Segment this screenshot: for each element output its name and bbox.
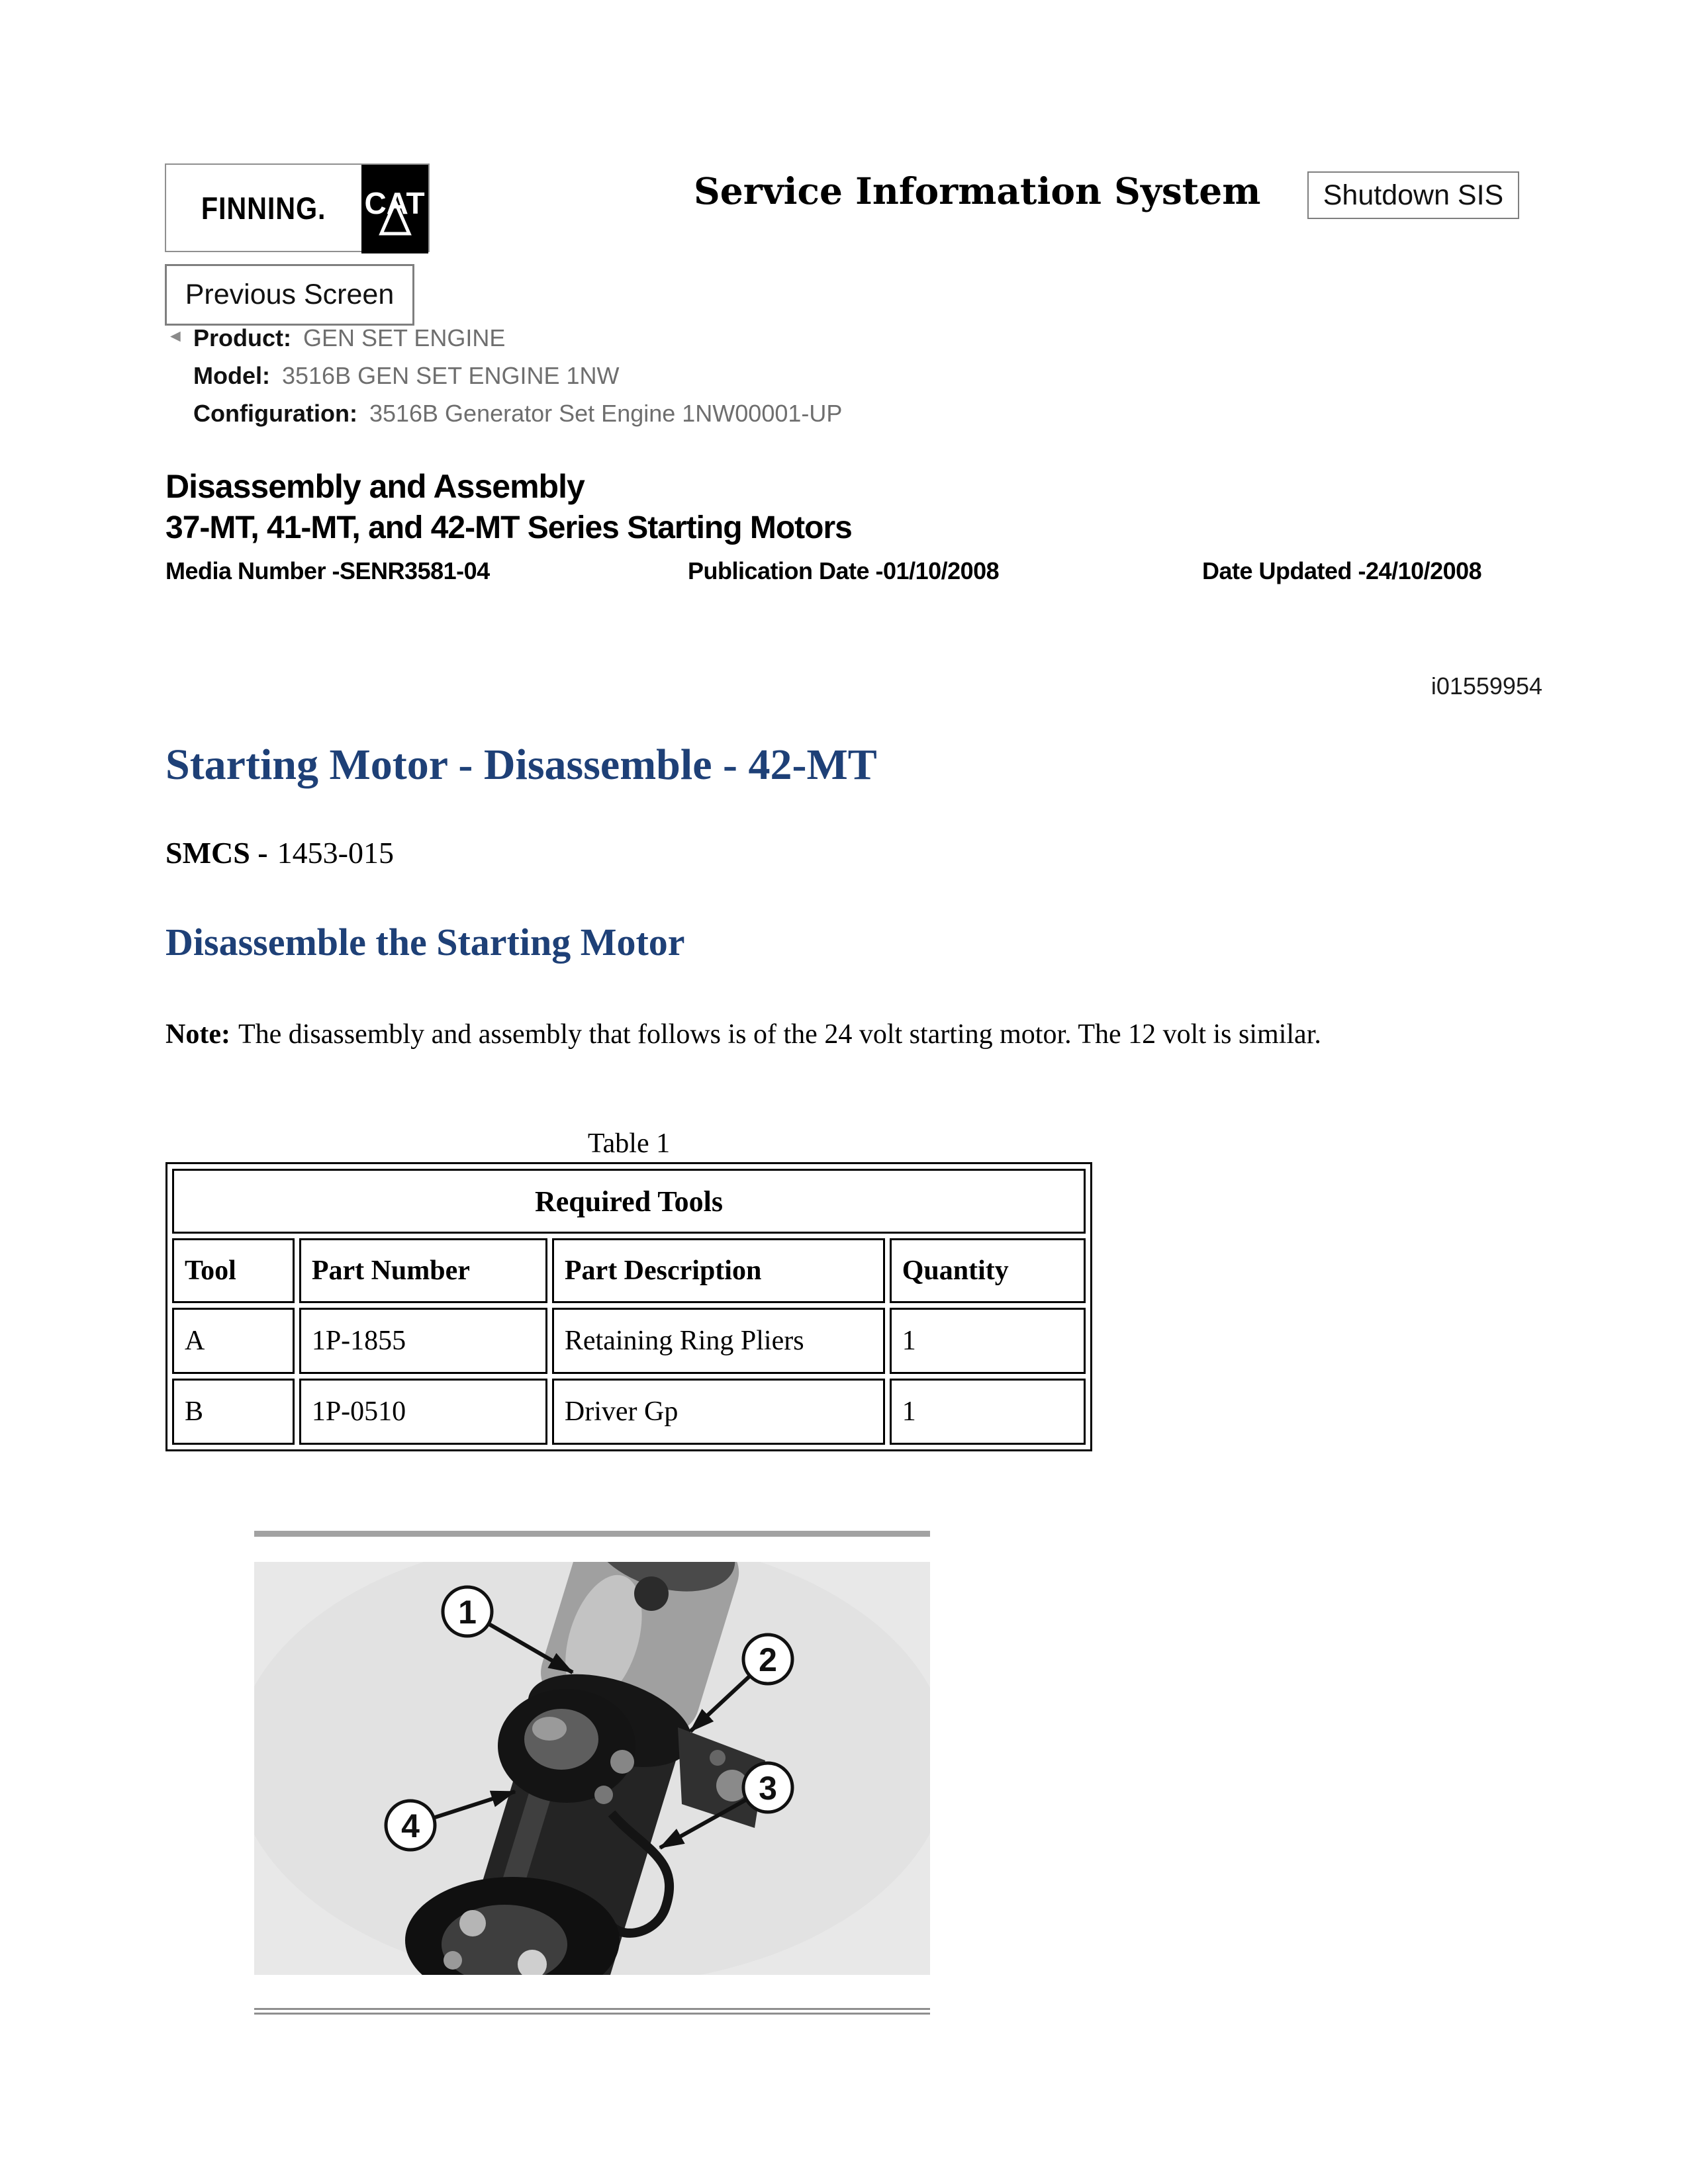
smcs-label: SMCS - [165, 836, 268, 870]
note-paragraph [165, 1010, 1529, 1060]
configuration-label: Configuration: [193, 400, 357, 427]
shutdown-sis-button[interactable]: Shutdown SIS [1307, 171, 1519, 219]
media-info-line [0, 557, 1688, 586]
col-header-part-number: Part Number [299, 1238, 547, 1303]
cell-tool: B [172, 1379, 295, 1445]
product-info [167, 324, 842, 437]
cell-part-number: 1P-0510 [299, 1379, 547, 1445]
table-row [172, 1379, 1086, 1445]
product-value: GEN SET ENGINE [303, 324, 506, 351]
model-value: 3516B GEN SET ENGINE 1NW [281, 362, 620, 389]
back-arrow-icon[interactable]: ◄ [167, 326, 184, 345]
finning-cat-logo [165, 163, 430, 252]
callout-number-3: 3 [759, 1770, 777, 1807]
product-row [167, 324, 842, 362]
configuration-value: 3516B Generator Set Engine 1NW00001-UP [369, 400, 843, 427]
cell-part-description: Retaining Ring Pliers [552, 1308, 885, 1374]
article-heading: Starting Motor - Disassemble - 42-MT [165, 741, 877, 789]
media-number: Media Number -SENR3581-04 [165, 557, 490, 584]
date-updated: Date Updated -24/10/2008 [1202, 557, 1482, 584]
smcs-value: 1453-015 [277, 836, 394, 870]
section-title: Disassembly and Assembly [165, 468, 585, 505]
starting-motor-photo [254, 1562, 930, 1975]
cell-quantity: 1 [890, 1308, 1086, 1374]
col-header-part-description: Part Description [552, 1238, 885, 1303]
cat-logo-text: CAT [364, 186, 425, 220]
previous-screen-button[interactable]: Previous Screen [165, 264, 414, 326]
table-row [172, 1308, 1086, 1374]
table-caption: Table 1 [587, 1128, 671, 1159]
callout-number-2: 2 [759, 1641, 777, 1678]
cell-tool: A [172, 1308, 295, 1374]
figure-bottom-rule [254, 2008, 930, 2015]
col-header-tool: Tool [172, 1238, 295, 1303]
finning-wordmark [166, 165, 361, 251]
col-header-quantity: Quantity [890, 1238, 1086, 1303]
callout-number-1: 1 [458, 1594, 477, 1631]
procedure-heading: Disassemble the Starting Motor [165, 921, 685, 964]
finning-logo-text: FINNING. [201, 190, 326, 226]
publication-date: Publication Date -01/10/2008 [688, 557, 1000, 584]
cell-part-description: Driver Gp [552, 1379, 885, 1445]
table-title: Required Tools [172, 1169, 1086, 1234]
note-label: Note: [165, 1019, 230, 1050]
table-header-row [172, 1238, 1086, 1303]
required-tools-table [165, 1162, 1092, 1451]
model-row [167, 362, 842, 400]
callout-number-4: 4 [401, 1807, 420, 1844]
cell-quantity: 1 [890, 1379, 1086, 1445]
product-label: Product: [193, 324, 291, 351]
configuration-row [167, 400, 842, 437]
figure-top-rule [254, 1531, 930, 1537]
cell-part-number: 1P-1855 [299, 1308, 547, 1374]
smcs-code [165, 835, 394, 870]
model-label: Model: [193, 362, 270, 389]
table-title-row [172, 1169, 1086, 1234]
document-id: i01559954 [1430, 672, 1542, 700]
section-subtitle: 37-MT, 41-MT, and 42-MT Series Starting Motors [165, 510, 852, 545]
cat-logo [361, 165, 428, 251]
page-title: Service Information System [694, 169, 1261, 212]
note-text: The disassembly and assembly that follows is of the 24 volt starting motor. The 12 volt is similar. [238, 1019, 1321, 1050]
